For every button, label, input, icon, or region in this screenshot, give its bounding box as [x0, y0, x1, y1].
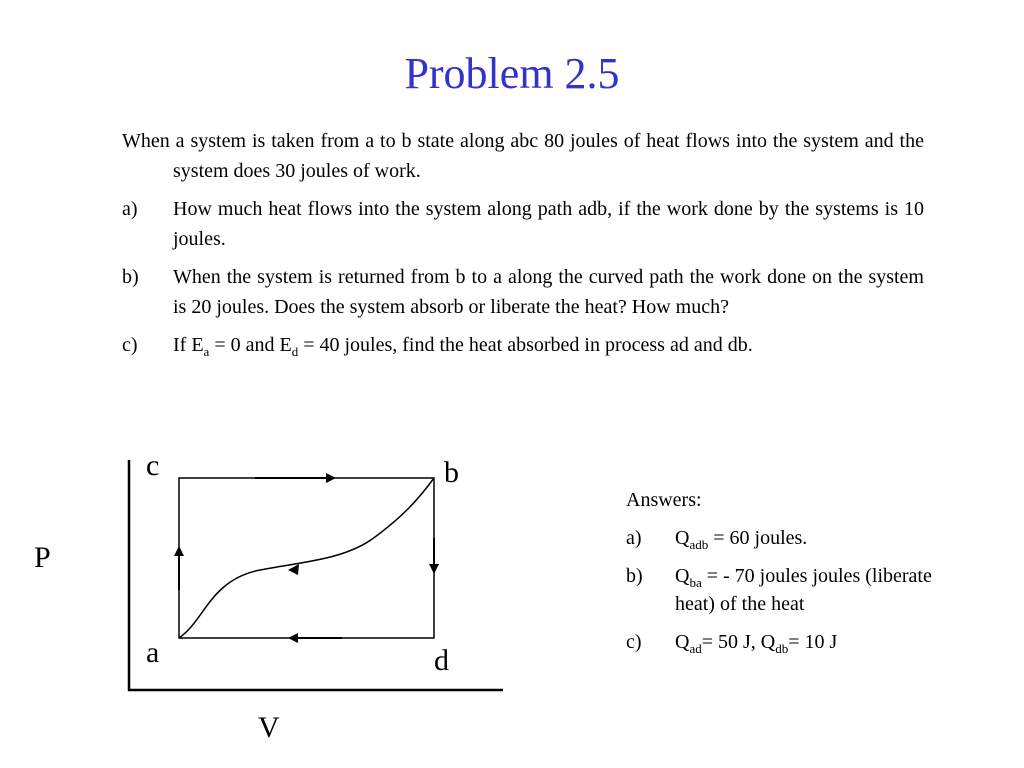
volume-axis-label: V — [258, 711, 280, 744]
answer-subscript: db — [775, 641, 789, 656]
answer-value: = 10 J — [788, 631, 838, 653]
point-a-label: a — [146, 636, 160, 669]
question-b-text: When the system is returned from b to a along the curved path the work done on the system is 20 joules. Does the system absorb or liberate the heat? How much? — [173, 266, 924, 318]
answer-symbol: Q — [675, 631, 690, 653]
point-c-label: c — [146, 449, 160, 482]
question-c-label: c) — [122, 334, 138, 356]
answer-b-text — [675, 562, 956, 618]
answer-value: = - 70 joules joules (liberate heat) of the heat — [675, 565, 932, 615]
right-arrow-head — [429, 564, 439, 574]
answer-value: = 50 J, Q — [701, 631, 776, 653]
top-arrow-head — [326, 473, 336, 483]
answer-a-text — [675, 524, 956, 552]
point-b-label: b — [444, 456, 459, 489]
answer-symbol: Q — [675, 565, 690, 587]
question-b-label: b) — [122, 266, 139, 288]
question-a-text: How much heat flows into the system along path adb, if the work done by the systems is 10 joules. — [173, 198, 924, 250]
answer-c — [626, 628, 956, 656]
point-d-label: d — [434, 644, 449, 677]
left-arrow-head — [174, 546, 184, 556]
subscript-a: a — [203, 344, 210, 359]
answer-c-label: c) — [626, 631, 642, 653]
pressure-axis-label: P — [34, 541, 51, 574]
answers-heading: Answers: — [626, 489, 702, 511]
answer-a — [626, 524, 956, 552]
answer-symbol: Q — [675, 527, 690, 549]
process-rectangle — [179, 478, 434, 638]
question-c-part: If E — [173, 334, 204, 356]
problem-intro: When a system is taken from a to b state along abc 80 joules of heat flows into the system and the system does 30 joules of work. — [122, 130, 924, 182]
answer-c-text — [675, 628, 956, 656]
answer-subscript: ad — [689, 641, 702, 656]
subscript-d: d — [291, 344, 299, 359]
answer-subscript: ba — [689, 575, 702, 590]
question-c-part: = 40 joules, find the heat absorbed in process ad and db. — [298, 334, 753, 356]
answer-subscript: adb — [689, 537, 709, 552]
answer-b-label: b) — [626, 565, 643, 587]
answer-a-label: a) — [626, 527, 642, 549]
slide-title: Problem 2.5 — [404, 49, 620, 98]
answers-block — [626, 486, 956, 666]
question-a-label: a) — [122, 198, 138, 220]
curved-path — [179, 478, 434, 638]
bottom-arrow-head — [288, 633, 298, 643]
curve-arrow-head — [288, 564, 299, 575]
question-c-part: = 0 and E — [209, 334, 292, 356]
answer-b — [626, 562, 956, 618]
answer-value: = 60 joules. — [708, 527, 808, 549]
